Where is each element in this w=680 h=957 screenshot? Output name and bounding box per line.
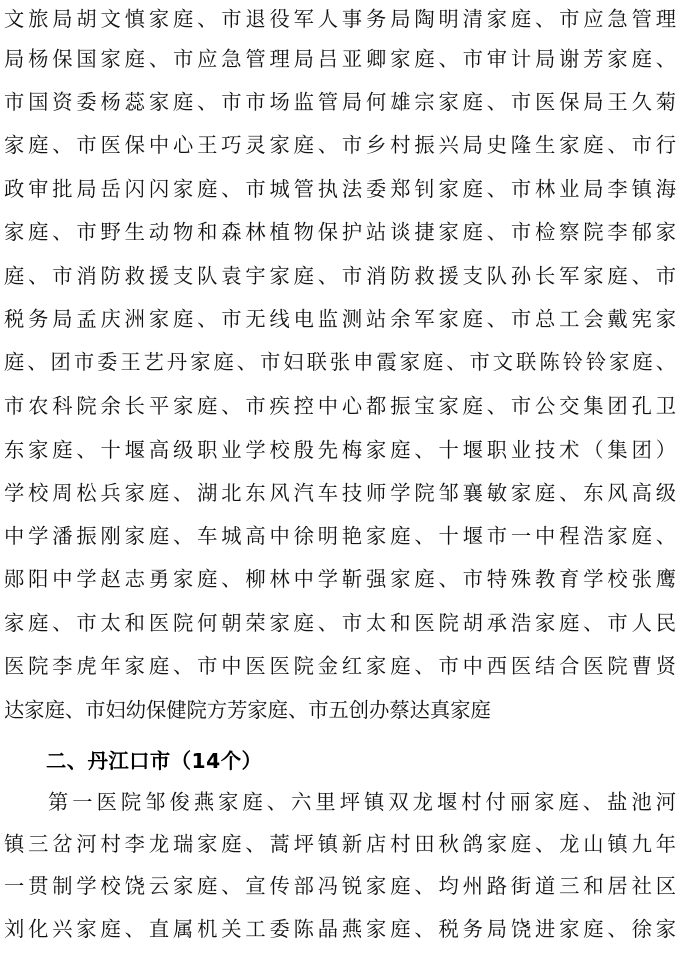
paragraph-line: 中学潘振刚家庭、车城高中徐明艳家庭、十堰市一中程浩家庭、: [4, 524, 676, 548]
paragraph-line: 一贯制学校饶云家庭、宣传部冯锐家庭、均州路街道三和居社区: [4, 874, 676, 898]
paragraph-line: 庭、市消防救援支队袁宇家庭、市消防救援支队孙长军家庭、市: [4, 264, 676, 288]
paragraph-line: 局杨保国家庭、市应急管理局吕亚卿家庭、市审计局谢芳家庭、: [4, 47, 676, 71]
paragraph-line: 庭、团市委王艺丹家庭、市妇联张申霞家庭、市文联陈铃铃家庭、: [4, 350, 676, 374]
section-heading: 二、丹江口市（14个）: [46, 749, 263, 773]
paragraph-line: 郧阳中学赵志勇家庭、柳林中学靳强家庭、市特殊教育学校张鹰: [4, 567, 676, 591]
paragraph-line: 家庭、市医保中心王巧灵家庭、市乡村振兴局史隆生家庭、市行: [4, 133, 676, 157]
paragraph-line: 家庭、市太和医院何朝荣家庭、市太和医院胡承浩家庭、市人民: [4, 611, 676, 635]
paragraph-line: 学校周松兵家庭、湖北东风汽车技师学院邹襄敏家庭、东风高级: [4, 481, 676, 505]
paragraph-line: 镇三岔河村李龙瑞家庭、蒿坪镇新店村田秋鸽家庭、龙山镇九年: [4, 832, 676, 856]
paragraph-line: 文旅局胡文慎家庭、市退役军人事务局陶明清家庭、市应急管理: [4, 7, 676, 31]
paragraph-line: 医院李虎年家庭、市中医医院金红家庭、市中西医结合医院曹贤: [4, 654, 676, 678]
paragraph-line: 东家庭、十堰高级职业学校殷先梅家庭、十堰职业技术（集团）: [4, 438, 676, 462]
paragraph-line: 市农科院余长平家庭、市疾控中心都振宝家庭、市公交集团孔卫: [4, 394, 676, 418]
paragraph-line: 第一医院邹俊燕家庭、六里坪镇双龙堰村付丽家庭、盐池河: [48, 790, 676, 814]
paragraph-line: 市国资委杨蕊家庭、市市场监管局何雄宗家庭、市医保局王久菊: [4, 90, 676, 114]
paragraph-line: 达家庭、市妇幼保健院方芳家庭、市五创办蔡达真家庭: [4, 698, 491, 722]
paragraph-line: 刘化兴家庭、直属机关工委陈晶燕家庭、税务局饶进家庭、徐家: [4, 917, 676, 941]
paragraph-line: 政审批局岳闪闪家庭、市城管执法委郑钊家庭、市林业局李镇海: [4, 177, 676, 201]
paragraph-line: 家庭、市野生动物和森林植物保护站谈捷家庭、市检察院李郁家: [4, 220, 676, 244]
paragraph-line: 税务局孟庆洲家庭、市无线电监测站余军家庭、市总工会戴宪家: [4, 307, 676, 331]
